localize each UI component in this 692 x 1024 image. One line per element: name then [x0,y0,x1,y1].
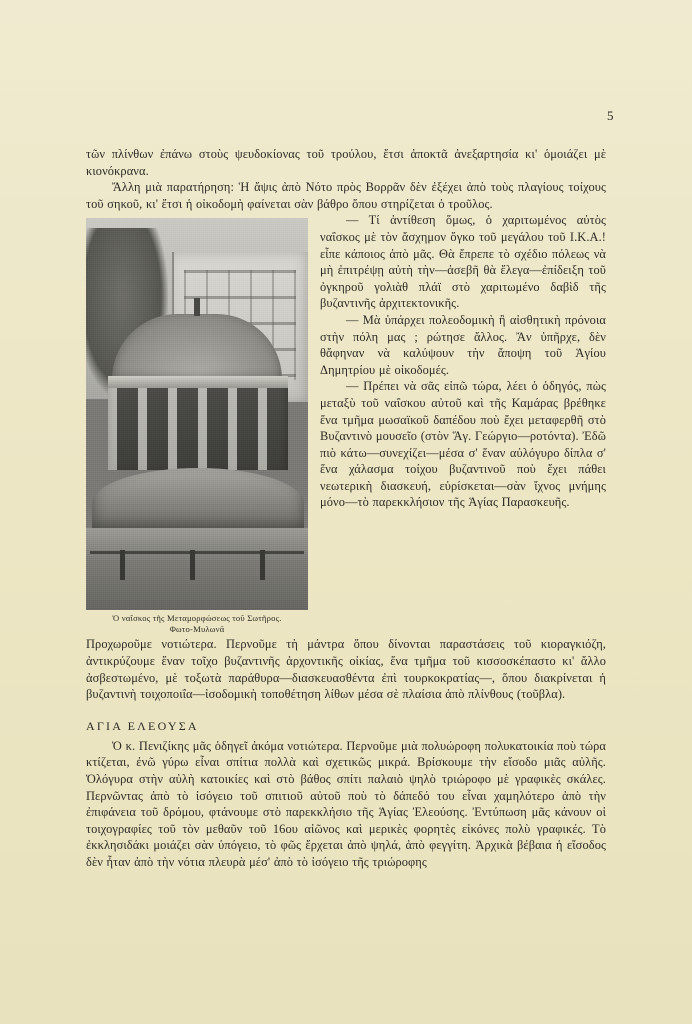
figure-caption [86,613,308,634]
paragraph-walk: Προχωροῦμε νοτιώτερα. Περνοῦμε τὴ μάντρα ὅπου δίνονται παραστάσεις τοῦ κιοραγκιόζη, ἀντικρύζουμε ἕναν τοῖχο βυζαντινῆς ἀρχοντικῆς οἰκίας, ἕνα τμῆμα τοῦ κισσοσκέπαστο κι' ἄλλο ἀσβεστωμένο, μὲ τοξωτὰ παράθυρα—διασκευασθέντα ἐπὶ τουρκοκρατίας—, ὅπου διακρίνεται ἡ βυζαντινὴ τοιχοποιΐα—ἰσοδομικὴ τοποθέτηση λίθων μέσα σὲ πλαίσια ἀπὸ πλίνθους (τοῦβλα). [86,637,606,702]
paragraph-guide: — Πρέπει νὰ σᾶς εἰπῶ τώρα, λέει ὁ ὁδηγός, πὼς μεταξὺ τοῦ ναΐσκου αὐτοῦ καὶ τῆς Καμάρας βρέθηκε ἕνα τμῆμα μωσαϊκοῦ δαπέδου ποὺ ἔχει μεταφερθῆ στὸ Βυζαντινὸ μουσεῖο (στὸν Ἅγ. Γεώργιο—ροτόντα). Ἐδῶ πιὸ κάτω—συνεχίζει—μέσα σ' ἕναν αὐλόγυρο δίπλα σ' ἕνα χάλασμα τοίχου βυζαντινοῦ ποὺ ἔχει πάθει νεωτερικὴ διασκευή, εὑρίσκεται—σὰν ἴχνος μνήμης μόνο—τὸ παρεκκλήσιον τῆς Ἁγίας Παρασκευῆς. [320,379,606,510]
paragraph-planning: — Μὰ ὑπάρχει πολεοδομικὴ ἢ αἰσθητικὴ πρόνοια στὴν πόλη μας ; ρώτησε ἄλλος. Ἄν ὑπῆρχε, δὲν θἄφηναν νὰ καλύψουν τὴν ἄποψη τοῦ Ἁγίου Δημητρίου μὲ οἰκοδομές. [320,312,606,377]
figure [86,218,308,634]
photo-church-of-the-transfiguration [86,218,308,610]
page-content [86,146,606,871]
figure-caption-text: Ὁ ναΐσκος τῆς Μεταμορφώσεως τοῦ Σωτῆρος. [112,613,282,624]
section-heading: ΑΓΙΑ ΕΛΕΟΥΣΑ [86,718,199,733]
photo-grain-overlay [86,218,308,610]
figure-credit: Φωτο-Μυλωνᾶ [169,623,225,634]
paragraph-contrast: — Τί ἀντίθεση ὅμως, ὁ χαριτωμένος αὐτὸς ναΐσκος μὲ τὸν ἄσχημον ὄγκο τοῦ μεγάλου τοῦ Ι.Κ.Α.! εἶπε κάποιος ἀπὸ μᾶς. Θὰ ἔπρεπε τὸ σχέδιο πόλεως νὰ μὴ ἐπιτρέψῃ αὐτὴ τὴν—ἀσεβῆ θὰ ἔλεγα—ἐπίδειξη τοῦ ὀγκηροῦ γολιὰθ πλάϊ στὸ χαριτωμένο δαβὶδ τῆς βυζαντινῆς ἀρχιτεκτονικῆς. [320,213,606,311]
paragraph-observation: Ἄλλη μιὰ παρατήρηση: Ἡ ἄψις ἀπὸ Νότο πρὸς Βορρᾶν δὲν ἐξέχει ἀπὸ τοὺς πλαγίους τοίχους τοῦ σηκοῦ, κι' ἔτσι ἡ οἰκοδομὴ φαίνεται σὰν βάθρο ὅπου στηρίζεται ὁ τροῦλος. [86,180,606,211]
page-number: 5 [607,108,614,123]
paragraph-eleousa: Ὁ κ. Πενιζίκης μᾶς ὁδηγεῖ ἀκόμα νοτιώτερα. Περνοῦμε μιὰ πολυώροφη πολυκατοικία ποὺ τώρα κτίζεται, ἐνῶ γύρω εἶναι σπίτια πολλὰ καὶ σχετικῶς μικρά. Βρίσκουμε τὴν εἴσοδο μιᾶς αὐλῆς. Ὁλόγυρα στὴν αὐλὴ κατοικίες καὶ στὸ βάθος σπίτι παλαιὸ ψηλὸ τριώροφο μὲ γραφικὲς σκάλες. Περνῶντας ἀπὸ τὸ ἰσόγειο τοῦ σπιτιοῦ αὐτοῦ ποὺ τὸ δάπεδό του εἶναι χαμηλότερο ἀπὸ τὴν ἐπιφάνεια τοῦ δρόμου, φτάνουμε στὸ παρεκκλήσιο τῆς Ἁγίας Ἐλεούσης. Ἐντύπωση μᾶς κάνουν οἱ τοιχογραφίες τοῦ τὸν μεθαῦν τοῦ 16ου αἰῶνος καὶ μερικὲς φορητὲς εἰκόνες πολὺ γραφικές. Τὸ ἐκκλησιδάκι μοιάζει σὰν ὑπόγειο, τὸ φῶς ἔρχεται ἀπὸ ψηλά, ἀπὸ φεγγίτη. Ἀρχικὰ βέβαια ἡ εἴσοδος δὲν ἦταν ἀπὸ τὴν νότια πλευρὰ μέσ' ἀπὸ τὸ ἰσόγειο τῆς τριώροφης [86,738,606,869]
paragraph-top: τῶν πλίνθων ἐπάνω στοὺς ψευδοκίονας τοῦ τρούλου, ἔτσι ἀποκτᾶ ἀνεξαρτησία κι' ὁμοιάζει μὲ κιονόκρανα. [86,147,606,178]
